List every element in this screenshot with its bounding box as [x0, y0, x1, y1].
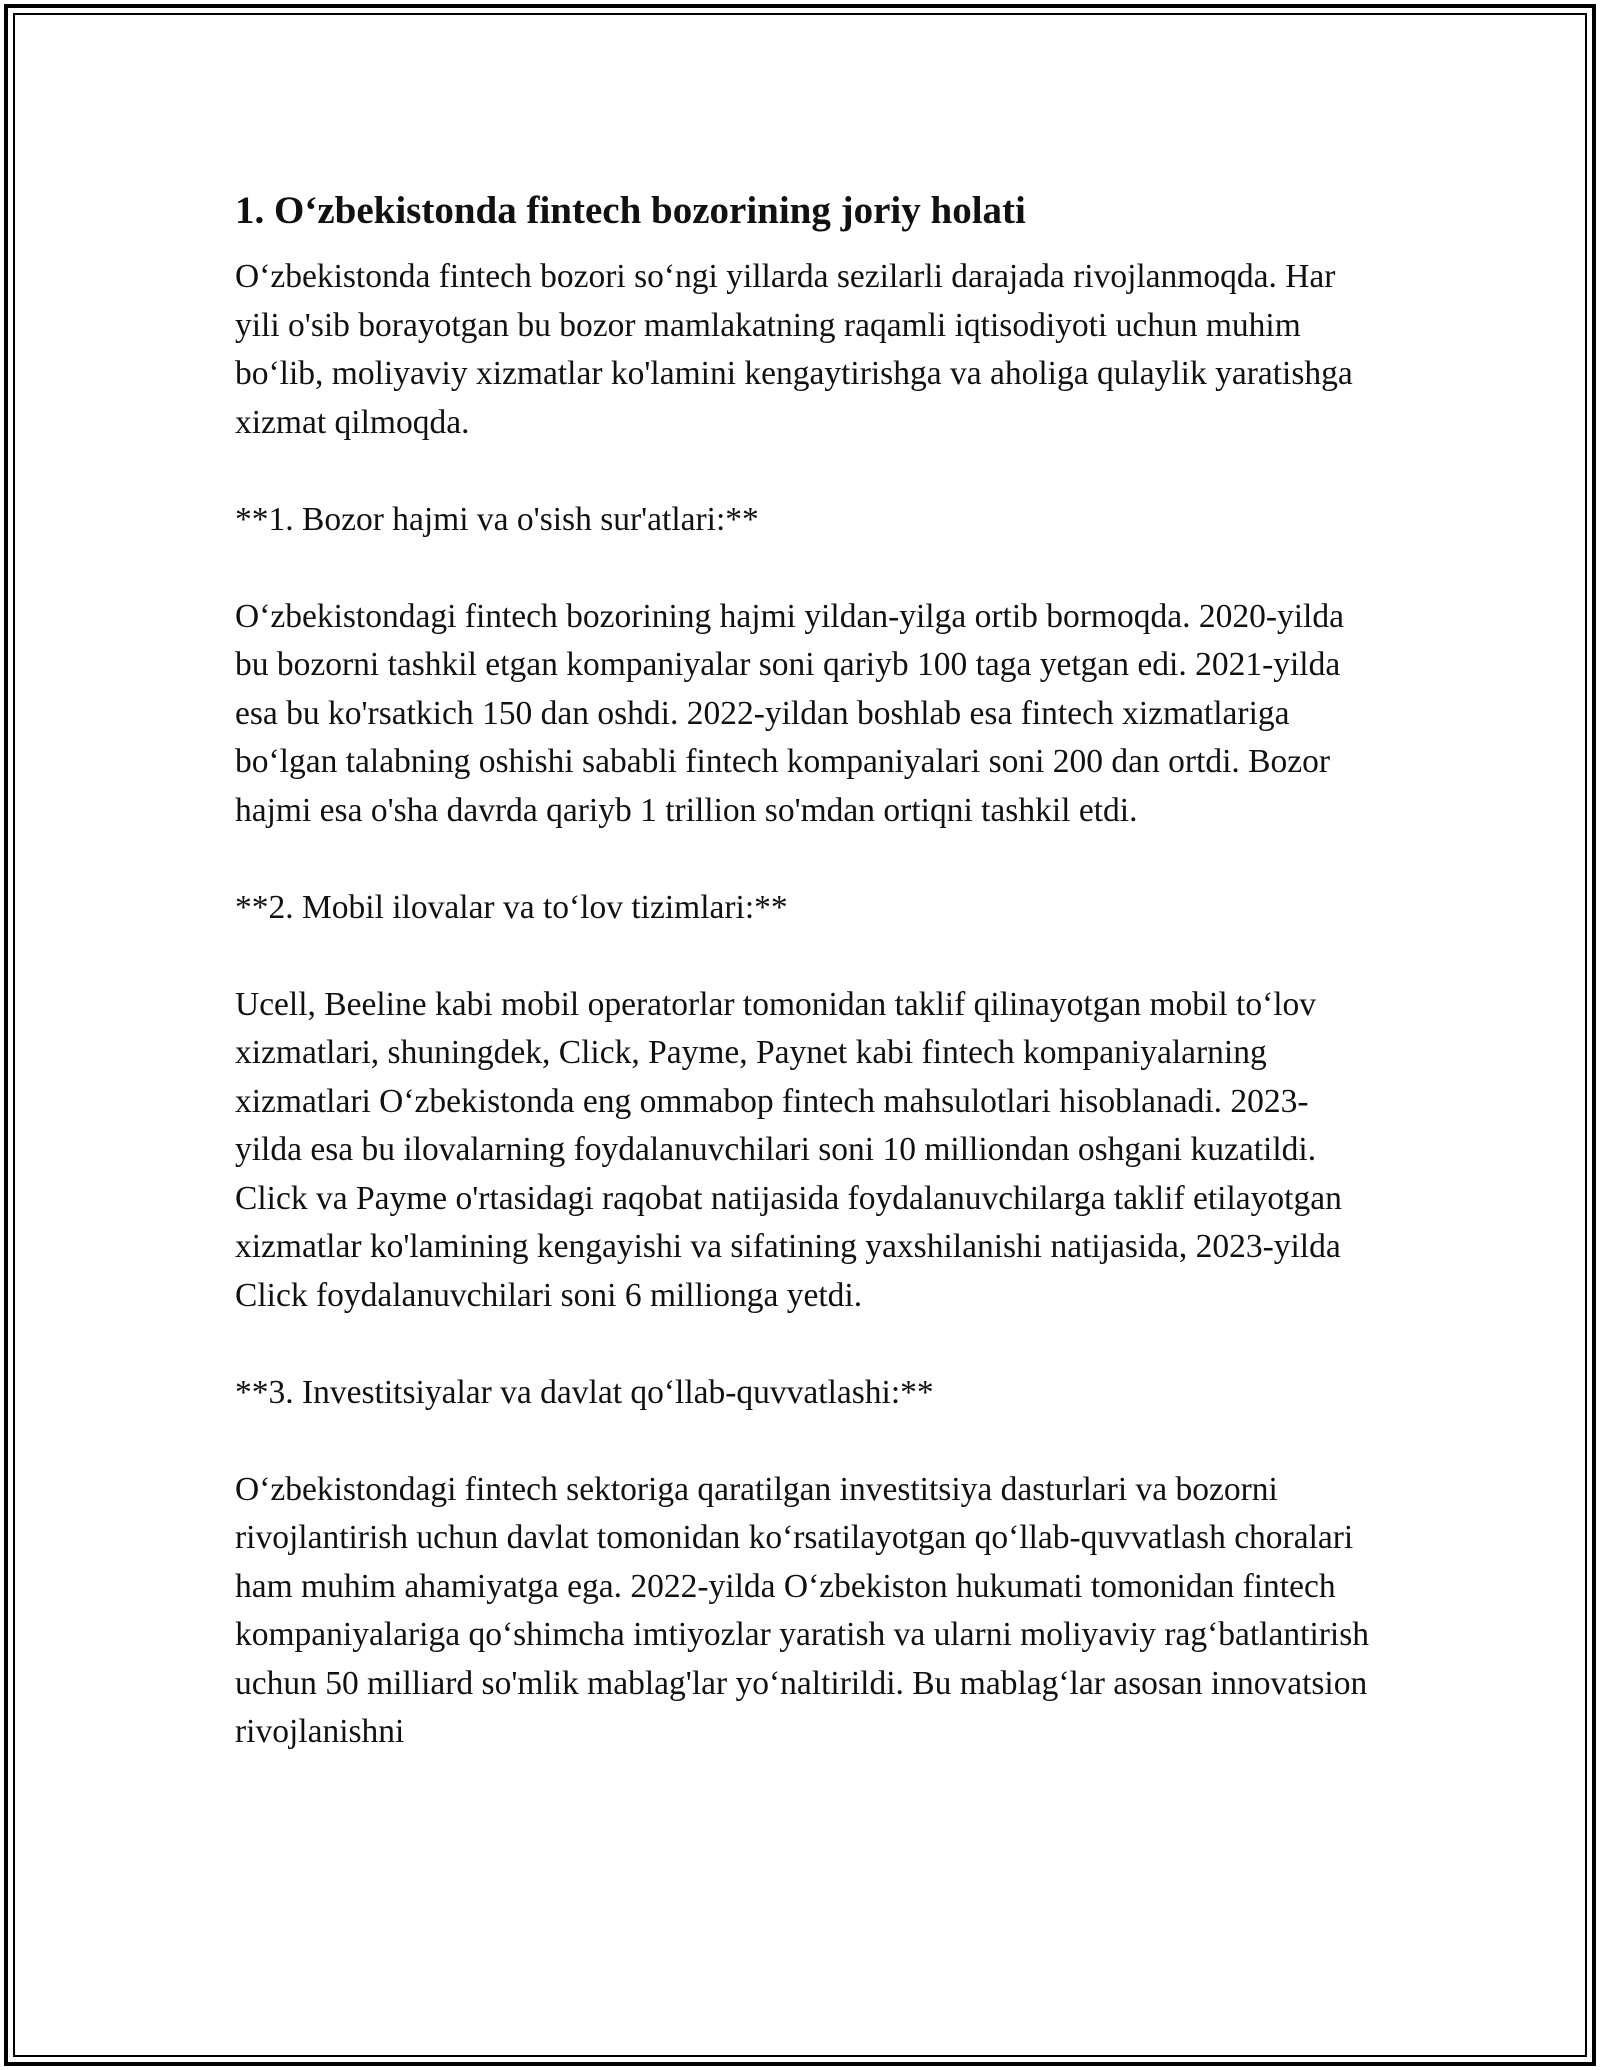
paragraph-spacer [235, 447, 1375, 496]
investments-paragraph: O‘zbekistondagi fintech sektoriga qaratilgan investitsiya dasturlari va bozorni rivojlantirish uchun davlat tomonidan ko‘rsatilayotgan qo‘llab-quvvatlash choralari ham muhim ahamiyatga ega. 2022-yilda O‘zbekiston hukumati tomonidan fintech kompaniyalariga qo‘shimcha imtiyozlar yaratish va ularni moliyaviy rag‘batlantirish uchun 50 milliard so'mlik mablag'lar yo‘naltirildi. Bu mablag‘lar asosan innovatsion rivojlanishni [235, 1470, 1370, 1750]
document-body [235, 185, 1375, 1757]
subheading-mobile-apps: **2. Mobil ilovalar va to‘lov tizimlari:** [235, 888, 788, 926]
subheading-investments: **3. Investitsiyalar va davlat qo‘llab-quvvatlashi:** [235, 1373, 934, 1411]
paragraph-spacer [235, 835, 1375, 884]
mobile-apps-paragraph: Ucell, Beeline kabi mobil operatorlar tomonidan taklif qilinayotgan mobil to‘lov xizmatlari, shuningdek, Click, Payme, Paynet kabi fintech kompaniyalarning xizmatlari O‘zbekistonda eng ommabop fintech mahsulotlari hisoblanadi. 2023-yilda esa bu ilovalarning foydalanuvchilari soni 10 milliondan oshgani kuzatildi. Click va Payme o'rtasidagi raqobat natijasida foydalanuvchilarga taklif etilayotgan xizmatlar ko'lamining kengayishi va sifatining yaxshilanishi natijasida, 2023-yilda Click foydalanuvchilari soni 6 millionga yetdi. [235, 985, 1342, 1314]
paragraph-spacer [235, 1417, 1375, 1466]
market-size-paragraph: O‘zbekistondagi fintech bozorining hajmi yildan-yilga ortib bormoqda. 2020-yilda bu bozorni tashkil etgan kompaniyalar soni qariyb 100 taga yetgan edi. 2021-yilda esa bu ko'rsatkich 150 dan oshdi. 2022-yildan boshlab esa fintech xizmatlariga bo‘lgan talabning oshishi sababli fintech kompaniyalari soni 200 dan ortdi. Bozor hajmi esa o'sha davrda qariyb 1 trillion so'mdan ortiqni tashkil etdi. [235, 597, 1344, 829]
intro-paragraph: O‘zbekistonda fintech bozori so‘ngi yillarda sezilarli darajada rivojlanmoqda. Har yili o'sib borayotgan bu bozor mamlakatning raqamli iqtisodiyoti uchun muhim bo‘lib, moliyaviy xizmatlar ko'lamini kengaytirishga va aholiga qulaylik yaratishga xizmat qilmoqda. [235, 258, 1353, 441]
paragraph-spacer [235, 1320, 1375, 1369]
section-heading: 1. O‘zbekistonda fintech bozorining joriy holati [235, 189, 1026, 232]
paragraph-spacer [235, 932, 1375, 981]
paragraph-spacer [235, 544, 1375, 593]
subheading-market-size: **1. Bozor hajmi va o'sish sur'atlari:** [235, 500, 759, 538]
